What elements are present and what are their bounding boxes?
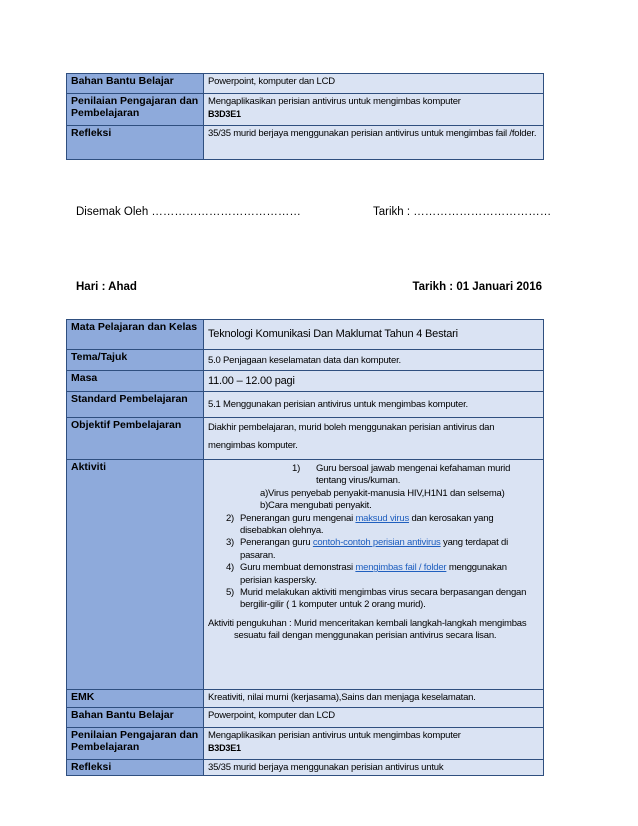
penilaian-code-2: B3D3E1 (208, 743, 241, 753)
emk-value: Kreativiti, nilai murni (kerjasama),Sains dan menjaga keselamatan. (204, 690, 544, 708)
refleksi-label-2: Refleksi (67, 760, 204, 776)
step-5-number: 5) (225, 587, 234, 599)
standard-label: Standard Pembelajaran (67, 392, 204, 418)
step-3-post: yang terdapat di pasaran. (240, 537, 508, 561)
maksud-virus-link[interactable]: maksud virus (355, 512, 409, 524)
bahan-value-2: Powerpoint, komputer dan LCD (204, 708, 544, 728)
bahan-label-2: Bahan Bantu Belajar (67, 708, 204, 728)
step-3 (208, 537, 539, 562)
masa-label: Masa (67, 371, 204, 392)
main-rph-table (66, 319, 544, 776)
emk-label: EMK (67, 690, 204, 708)
aktiviti-steps (208, 513, 539, 612)
objektif-label: Objektif Pembelajaran (67, 418, 204, 460)
step-2-text (240, 513, 539, 538)
step-3-pre: Penerangan guru (240, 537, 313, 549)
disemak-oleh: Disemak Oleh ………………………………… (76, 206, 301, 218)
step-1b: b)Cara mengubati penyakit. (260, 500, 372, 512)
penilaian-cell (204, 94, 544, 126)
step-1-text: Guru bersoal jawab mengenai kefahaman murid tentang virus/kuman. (316, 463, 511, 487)
penilaian-label-2: Penilaian Pengajaran dan Pembelajaran (67, 728, 204, 760)
standard-value: 5.1 Menggunakan perisian antivirus untuk mengimbas komputer. (204, 392, 544, 418)
masa-value: 11.00 – 12.00 pagi (204, 371, 544, 392)
mata-pelajaran-label: Mata Pelajaran dan Kelas (67, 320, 204, 350)
penilaian-label: Penilaian Pengajaran dan Pembelajaran (67, 94, 204, 126)
tema-label: Tema/Tajuk (67, 350, 204, 371)
hari-label: Hari : Ahad (76, 281, 137, 293)
aktiviti-cell (204, 460, 544, 690)
aktiviti-pengukuhan: Aktiviti pengukuhan : Murid menceritakan kembali langkah-langkah mengimbas sesuatu fail dengan menggunakan perisian antivirus secara lisan. (208, 617, 527, 642)
top-rph-table (66, 73, 544, 160)
penilaian-code: B3D3E1 (208, 109, 241, 119)
step-2-pre: Penerangan guru mengenai (240, 512, 356, 524)
aktiviti-label: Aktiviti (67, 460, 204, 690)
mengimbas-fail-link[interactable]: mengimbas fail / folder (355, 562, 447, 574)
step-4-number: 4) (225, 562, 234, 574)
mata-pelajaran-value: Teknologi Komunikasi Dan Maklumat Tahun 4 Bestari (204, 320, 544, 350)
contoh-antivirus-link[interactable]: contoh-contoh perisian antivirus (312, 537, 441, 549)
refleksi-label: Refleksi (67, 126, 204, 160)
tarikh-signature: Tarikh : ……………………………… (373, 206, 552, 218)
step-5 (208, 587, 539, 612)
step-2-post: dan kerosakan yang disebabkan olehnya. (240, 512, 494, 537)
objektif-value: Diakhir pembelajaran, murid boleh menggunakan perisian antivirus dan mengimbas komputer. (204, 418, 544, 460)
step-3-number: 3) (225, 537, 234, 549)
step-2-number: 2) (225, 512, 234, 524)
step-1a: a)Virus penyebab penyakit-manusia HIV,H1N1 dan selsema) (260, 487, 505, 499)
step-4-post: menggunakan perisian kaspersky. (240, 562, 507, 586)
step-3-text (240, 537, 539, 562)
penilaian-value-2: Mengaplikasikan perisian antivirus untuk mengimbas komputer (208, 730, 461, 741)
penilaian-value: Mengaplikasikan perisian antivirus untuk mengimbas komputer (208, 96, 461, 107)
step-2 (208, 513, 539, 538)
refleksi-value-2: 35/35 murid berjaya menggunakan perisian antivirus untuk (204, 760, 544, 776)
step-4-text (240, 562, 539, 587)
step-4 (208, 562, 539, 587)
step-5-text: Murid melakukan aktiviti mengimbas virus secara berpasangan dengan bergilir-gilir ( 1 komputer untuk 2 orang murid). (240, 587, 527, 611)
refleksi-value: 35/35 murid berjaya menggunakan perisian antivirus untuk mengimbas fail /folder. (204, 126, 544, 160)
penilaian-cell-2 (204, 728, 544, 760)
bahan-value: Powerpoint, komputer dan LCD (204, 74, 544, 94)
step-1-number: 1) (292, 463, 301, 474)
tema-value: 5.0 Penjagaan keselamatan data dan komputer. (204, 350, 544, 371)
bahan-label: Bahan Bantu Belajar (67, 74, 204, 94)
tarikh-label: Tarikh : 01 Januari 2016 (412, 281, 542, 293)
step-4-pre: Guru membuat demonstrasi (240, 562, 356, 574)
step-1 (208, 463, 539, 488)
